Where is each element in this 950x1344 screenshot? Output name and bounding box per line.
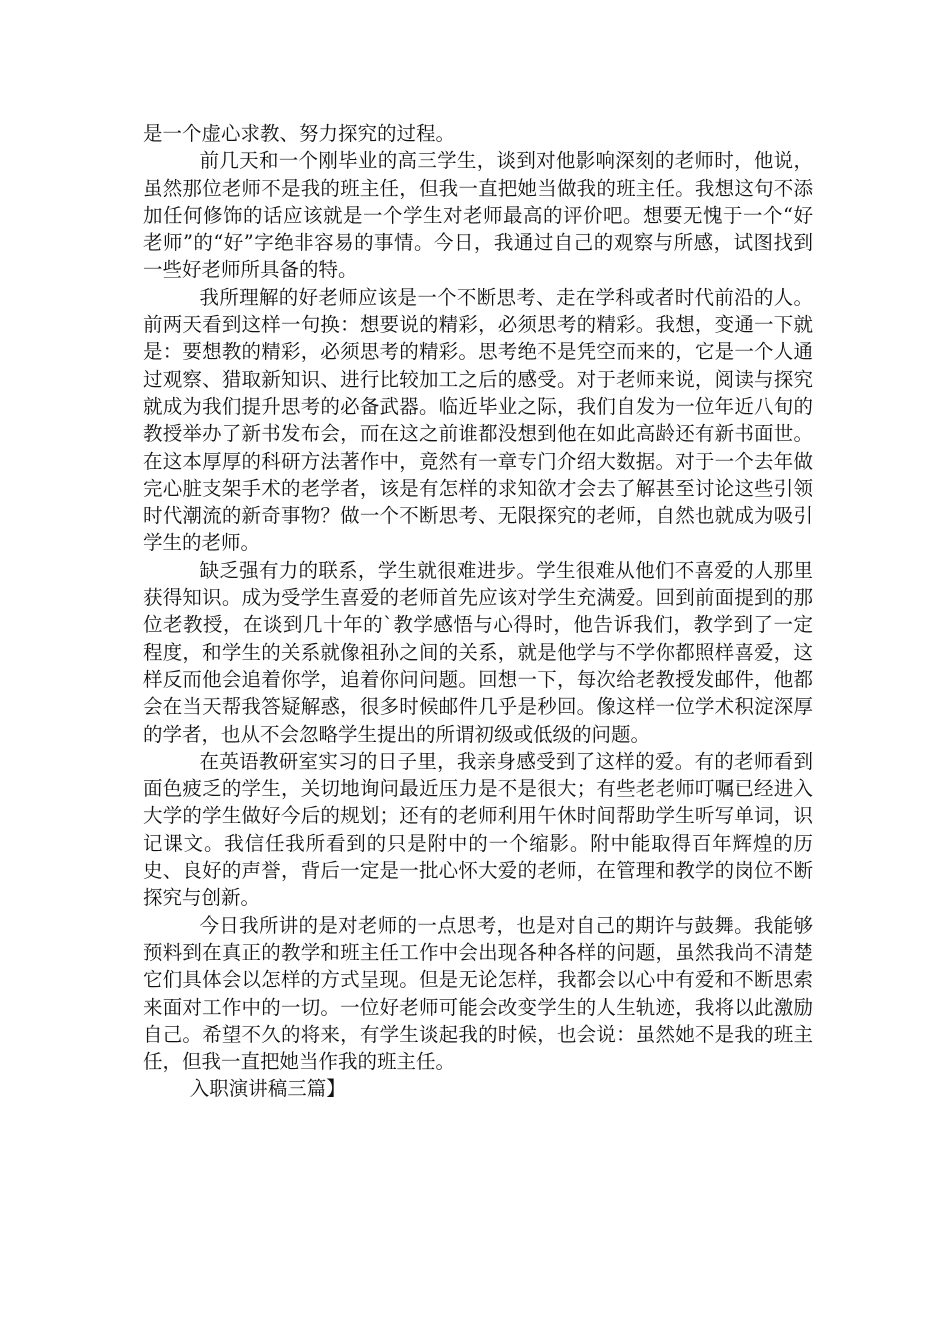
document-body bbox=[143, 120, 813, 1103]
closing-line: 入职演讲稿三篇】 bbox=[189, 1077, 346, 1101]
paragraph-3: 我所理解的好老师应该是一个不断思考、走在学科或者时代前沿的人。前两天看到这样一句换：想要说的精彩，必须思考的精彩。我想，变通一下就是：要想教的精彩，必须思考的精彩。思考绝不是凭空而来的，它是一个人通过观察、猎取新知识、进行比较加工之后的感受。对于老师来说，阅读与探究就成为我们提升思考的必备武器。临近毕业之际，我们自发为一位年近八旬的教授举办了新书发布会，而在这之前谁都没想到他在如此高龄还有新书面世。在这本厚厚的科研方法著作中，竟然有一章专门介绍大数据。对于一个去年做完心脏支架手术的老学者，该是有怎样的求知欲才会去了解甚至讨论这些引领时代潮流的新奇事物？做一个不断思考、无限探究的老师，自然也就成为吸引学生的老师。 bbox=[143, 285, 813, 555]
paragraph-1: 是一个虚心求教、努力探究的过程。 bbox=[143, 122, 456, 145]
paragraph-4: 缺乏强有力的联系，学生就很难进步。学生很难从他们不喜爱的人那里获得知识。成为受学生喜爱的老师首先应该对学生充满爱。回到前面提到的那位老教授，在谈到几十年的`教学感悟与心得时，他告诉我们，教学到了一定程度，和学生的关系就像祖孙之间的关系，就是他学与不学你都照样喜爱，这样反而他会追着你学，追着你问问题。回想一下，每次给老教授发邮件，他都会在当天帮我答疑解惑，很多时候邮件几乎是秒回。像这样一位学术积淀深厚的学者，也从不会忽略学生提出的所谓初级或低级的问题。 bbox=[143, 558, 813, 746]
paragraph-5: 在英语教研室实习的日子里，我亲身感受到了这样的爱。有的老师看到面色疲乏的学生，关切地询问最近压力是不是很大；有些老老师叮嘱已经进入大学的学生做好今后的规划；还有的老师利用午休时间帮助学生听写单词，识记课文。我信任我所看到的只是附中的一个缩影。附中能取得百年辉煌的历史、良好的声誉，背后一定是一批心怀大爱的老师，在管理和教学的岗位不断探究与创新。 bbox=[143, 749, 813, 910]
paragraph-6: 今日我所讲的是对老师的一点思考，也是对自己的期许与鼓舞。我能够预料到在真正的教学和班主任工作中会出现各种各样的问题，虽然我尚不清楚它们具体会以怎样的方式呈现。但是无论怎样，我都会以心中有爱和不断思索来面对工作中的一切。一位好老师可能会改变学生的人生轨迹，我将以此激励自己。希望不久的将来，有学生谈起我的时候，也会说：虽然她不是我的班主任，但我一直把她当作我的班主任。 bbox=[143, 913, 813, 1074]
paragraph-2: 前几天和一个刚毕业的高三学生，谈到对他影响深刻的老师时，他说，虽然那位老师不是我的班主任，但我一直把她当做我的班主任。我想这句不添加任何修饰的话应该就是一个学生对老师最高的评价吧。想要无愧于一个“好老师”的“好”字绝非容易的事情。今日，我通过自己的观察与所感，试图找到一些好老师所具备的特。 bbox=[143, 149, 813, 282]
